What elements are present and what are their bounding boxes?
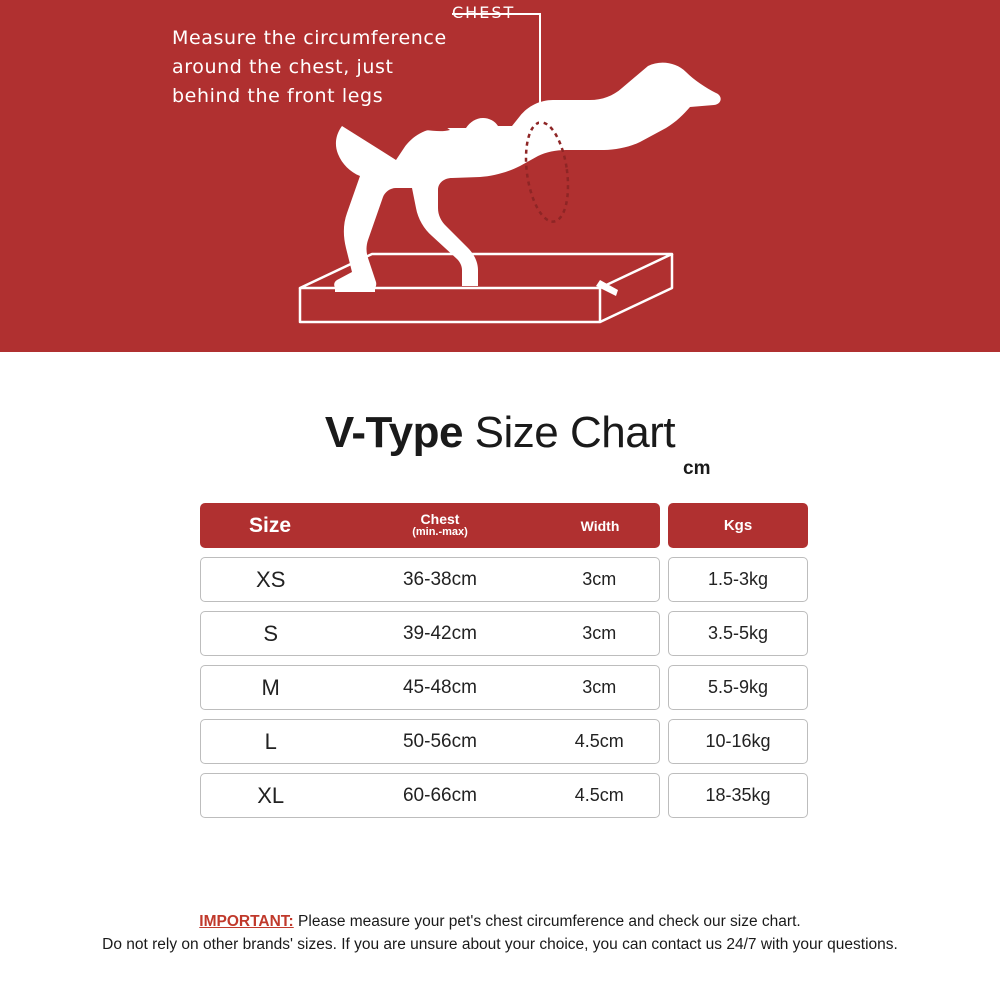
- row-group-right: [668, 773, 808, 818]
- cell-size: M: [261, 674, 280, 700]
- page-title: [325, 408, 675, 458]
- row-group-left: [200, 665, 660, 710]
- row-group-right: [668, 665, 808, 710]
- cell-width: 4.5cm: [574, 731, 624, 751]
- instruction-banner: [0, 0, 1000, 352]
- table-row: [200, 557, 808, 602]
- header-group-right: [668, 503, 808, 548]
- header-kgs: Kgs: [668, 503, 808, 548]
- important-label: IMPORTANT:: [199, 913, 294, 930]
- unit-label: cm: [683, 458, 711, 479]
- row-group-left: [200, 611, 660, 656]
- row-group-right: [668, 719, 808, 764]
- size-chart-table: [200, 503, 808, 827]
- cell-kgs: 3.5-5kg: [707, 623, 769, 643]
- cell-width: 4.5cm: [574, 785, 624, 805]
- header-chest-main: Chest: [420, 511, 460, 528]
- dog-measurement-illustration: [0, 0, 1000, 352]
- row-group-left: [200, 773, 660, 818]
- cell-chest: 36-38cm: [402, 568, 477, 590]
- cell-kgs: 10-16kg: [705, 731, 771, 751]
- table-row: [200, 773, 808, 818]
- row-group-right: [668, 611, 808, 656]
- cell-size: L: [264, 728, 277, 754]
- cell-kgs: 1.5-3kg: [707, 569, 769, 589]
- leader-line-icon: [452, 14, 540, 126]
- footer-note: [0, 910, 1000, 956]
- chest-label: CHEST: [452, 3, 516, 22]
- cell-size: XL: [257, 782, 285, 808]
- header-width: Width: [540, 503, 660, 548]
- header-chest: [340, 503, 540, 548]
- row-group-left: [200, 719, 660, 764]
- header-group-left: [200, 503, 660, 548]
- measure-instruction-text: Measure the circumference around the chest, just behind the front legs: [172, 27, 447, 107]
- cell-chest: 50-56cm: [402, 730, 477, 752]
- cell-kgs: 18-35kg: [705, 785, 771, 805]
- cell-size: S: [263, 620, 279, 646]
- cell-kgs: 5.5-9kg: [707, 677, 769, 697]
- chest-point-marker-icon: [534, 126, 546, 138]
- cell-width: 3cm: [582, 569, 617, 589]
- header-chest-sub: (min.-max): [412, 526, 468, 539]
- footer-line-1: Please measure your pet's chest circumference and check our size chart.: [293, 913, 801, 930]
- table-row: [200, 719, 808, 764]
- title-bold: V-Type: [324, 408, 463, 457]
- row-group-right: [668, 557, 808, 602]
- table-row: [200, 665, 808, 710]
- cell-width: 3cm: [582, 623, 617, 643]
- cell-chest: 45-48cm: [402, 676, 477, 698]
- cell-size: XS: [256, 566, 286, 592]
- header-size: Size: [200, 503, 340, 548]
- footer-line-2: Do not rely on other brands' sizes. If you are unsure about your choice, you can contact us 24/7 with your questions.: [102, 936, 898, 953]
- title-light: Size Chart: [462, 408, 676, 457]
- cell-chest: 39-42cm: [402, 622, 477, 644]
- row-group-left: [200, 557, 660, 602]
- chart-title-wrap: [0, 408, 1000, 458]
- cell-chest: 60-66cm: [402, 784, 477, 806]
- table-header-row: [200, 503, 808, 548]
- table-row: [200, 611, 808, 656]
- cell-width: 3cm: [582, 677, 617, 697]
